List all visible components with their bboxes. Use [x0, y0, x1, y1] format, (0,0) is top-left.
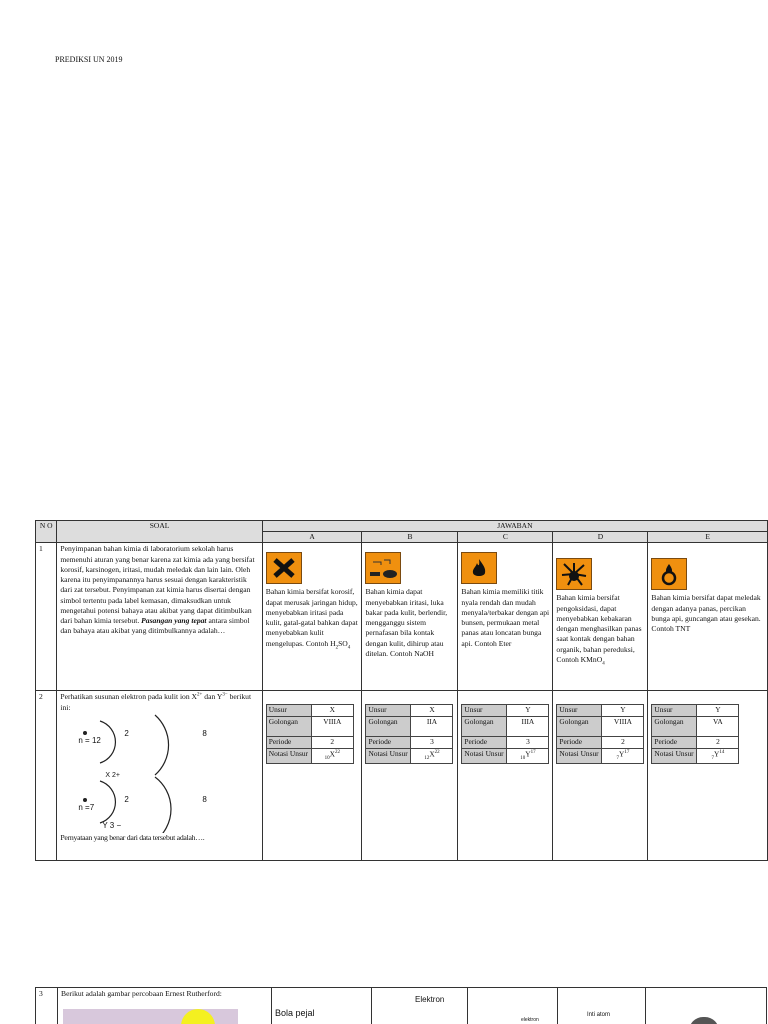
atom-model-image: [689, 1017, 719, 1024]
a: 17: [530, 750, 536, 755]
label: Unsur: [366, 705, 411, 717]
value: Y: [697, 705, 739, 717]
element-table: [556, 704, 644, 764]
text: antara simbol dan bahaya atau akibat yang ditimbulkannya adalah…: [60, 616, 250, 636]
label: n = 12: [78, 735, 101, 745]
label: Golongan: [652, 717, 697, 737]
question-text: [58, 988, 272, 1024]
question-table-continued: [35, 987, 767, 1024]
answer-text: Bahan kimia bersifat dapat meledak dengan adanya panas, percikan bunga api, guncangan atau gesekan. Contoh TNT: [651, 593, 761, 633]
answer-a[interactable]: [272, 988, 372, 1024]
table-row: [36, 691, 768, 861]
answer-b[interactable]: [372, 988, 468, 1024]
value: [411, 749, 453, 764]
answer-c[interactable]: [458, 543, 553, 691]
col-no: N O: [36, 521, 57, 543]
sub: 4: [602, 661, 605, 667]
value: 3: [411, 737, 453, 749]
label: Y 3 −: [102, 820, 122, 830]
label: Periode: [462, 737, 507, 749]
value: Y: [602, 705, 644, 717]
text: Penyimpanan bahan kimia di laboratorium sekolah harus memenuhi aturan yang benar karena zat kimia ada yang bersifat korosif, karsinogen, iritasi, mudah meledak dan lain lain. Oleh karena itu penyimpanannya harus sesuai dengan karakteristik dari zat tersebut. Penyimpanan zat kimia harus disertai dengan simbol tertentu pada label kemasan, dimaksudkan untuk mengetahui potensi bahaya atau akibat yang dapat ditimbulkan dari bahan kimia tersebut.: [60, 544, 255, 625]
label: 8: [202, 794, 207, 804]
answer-text: Bahan kimia dapat menyebabkan iritasi, luka bakar pada kulit, berlendir, mengganggu sistem pernafasan bila kontak dengan kulit, dihirup atau ditelan. Contoh NaOH: [365, 587, 448, 658]
text: Perhatikan susunan elektron pada kulit ion X: [60, 692, 198, 702]
answer-d[interactable]: [558, 988, 646, 1024]
answer-e[interactable]: [648, 543, 768, 691]
label: 2: [124, 728, 129, 738]
z: 10: [520, 755, 526, 761]
table-row: [36, 988, 767, 1024]
flammable-icon: [461, 552, 497, 584]
a: 22: [334, 750, 340, 755]
sym: Y: [714, 749, 720, 759]
sup: 3−: [222, 692, 228, 698]
element-table: [365, 704, 453, 764]
answer-c[interactable]: [458, 691, 553, 861]
sym: Y: [525, 749, 531, 759]
label: Golongan: [462, 717, 507, 737]
answer-text: Bahan kimia bersifat pengoksidasi, dapat menyebabkan kebakaran dengan menghasilkan panas saat kontak dengan bahan organik, bahan pereduksi, Contoh KMnO: [556, 593, 642, 664]
explosive-icon: [556, 558, 592, 590]
z: 7: [616, 755, 619, 761]
answer-a[interactable]: [262, 691, 362, 861]
emphasis: Pasangan yang tepat: [141, 616, 207, 625]
col-b: B: [362, 532, 458, 543]
label: Unsur: [557, 705, 602, 717]
a: 14: [719, 750, 725, 755]
label: n =7: [78, 802, 95, 812]
element-table: [651, 704, 739, 764]
question-number: 2: [36, 691, 57, 861]
col-jawaban: JAWABAN: [262, 521, 767, 532]
text: berikut ini:: [60, 692, 252, 712]
page-header: PREDIKSI UN 2019: [55, 55, 123, 64]
model-label: Elektron: [415, 995, 445, 1004]
z: 7: [711, 755, 714, 761]
oxidizing-icon: [651, 558, 687, 590]
question-text: [57, 543, 262, 691]
model-label: Inti atom: [587, 1012, 611, 1018]
label: Notasi Unsur: [462, 749, 507, 764]
col-e: E: [648, 532, 768, 543]
label: Unsur: [462, 705, 507, 717]
a: 17: [624, 750, 630, 755]
model-label: elektron: [521, 1017, 539, 1023]
value: 3: [507, 737, 549, 749]
value: 2: [602, 737, 644, 749]
label: Unsur: [652, 705, 697, 717]
electron-configuration-diagram: [60, 713, 258, 833]
question-prompt: Pernyataan yang benar dari data tersebut adalah….: [60, 832, 205, 842]
col-d: D: [553, 532, 648, 543]
text: Berikut adalah gambar percobaan Ernest Rutherford:: [61, 989, 222, 998]
corrosive-icon: [365, 552, 401, 584]
col-a: A: [262, 532, 362, 543]
label: Periode: [652, 737, 697, 749]
answer-b[interactable]: [362, 543, 458, 691]
a: 22: [434, 750, 440, 755]
text: SO: [338, 638, 348, 648]
label: Golongan: [366, 717, 411, 737]
answer-d[interactable]: [553, 543, 648, 691]
answer-e[interactable]: [648, 691, 768, 861]
value: X: [311, 705, 353, 717]
value: VIIIA: [311, 717, 353, 737]
value: [507, 749, 549, 764]
z: 10: [324, 755, 330, 761]
value: IIIA: [507, 717, 549, 737]
sym: Y: [619, 749, 625, 759]
answer-d[interactable]: [553, 691, 648, 861]
question-number: 3: [36, 988, 58, 1024]
answer-b[interactable]: [362, 691, 458, 861]
rutherford-image: [63, 1009, 238, 1024]
answer-c[interactable]: [468, 988, 558, 1024]
value: 2: [311, 737, 353, 749]
sub: 2: [335, 645, 339, 651]
value: X: [411, 705, 453, 717]
value: [311, 749, 353, 764]
col-soal: SOAL: [57, 521, 262, 543]
value: VIIIA: [602, 717, 644, 737]
question-number: 1: [36, 543, 57, 691]
label: Periode: [266, 737, 311, 749]
answer-text: Bahan kimia memiliki titik nyala rendah dan mudah menyala/terbakar dengan api bunsen, permukaan metal panas atau loncatan bunga api. Contoh Eter: [461, 587, 550, 648]
sym: X: [429, 749, 435, 759]
answer-e[interactable]: [646, 988, 767, 1024]
label: Notasi Unsur: [557, 749, 602, 764]
label: Notasi Unsur: [366, 749, 411, 764]
element-table: [266, 704, 354, 764]
element-table: [461, 704, 549, 764]
value: [602, 749, 644, 764]
label: Periode: [366, 737, 411, 749]
value: IIA: [411, 717, 453, 737]
label: Golongan: [266, 717, 311, 737]
label: Periode: [557, 737, 602, 749]
sup: 2+: [197, 692, 203, 698]
text: dan Y: [202, 692, 223, 702]
answer-a[interactable]: [262, 543, 362, 691]
value: [697, 749, 739, 764]
value: Y: [507, 705, 549, 717]
label: X 2+: [105, 771, 120, 779]
label: 2: [124, 794, 129, 804]
table-row: [36, 543, 768, 691]
question-text: [57, 691, 262, 861]
label: Notasi Unsur: [652, 749, 697, 764]
label: Notasi Unsur: [266, 749, 311, 764]
label: Unsur: [266, 705, 311, 717]
value: VA: [697, 717, 739, 737]
answer-text: Bahan kimia bersifat korosif, dapat merusak jaringan hidup, menyebabkan iritasi pada kulit, gatal-gatal bahkan dapat menyebabkan kulit mengelupas. Contoh H: [265, 587, 358, 648]
sym: X: [329, 749, 335, 759]
model-label: Bola pejal: [275, 1008, 315, 1018]
value: 2: [697, 737, 739, 749]
col-c: C: [458, 532, 553, 543]
harmful-x-icon: [266, 552, 302, 584]
question-table: [35, 520, 768, 861]
label: 8: [202, 728, 207, 738]
sub: 4: [347, 645, 351, 651]
z: 12: [424, 755, 430, 761]
label: Golongan: [557, 717, 602, 737]
